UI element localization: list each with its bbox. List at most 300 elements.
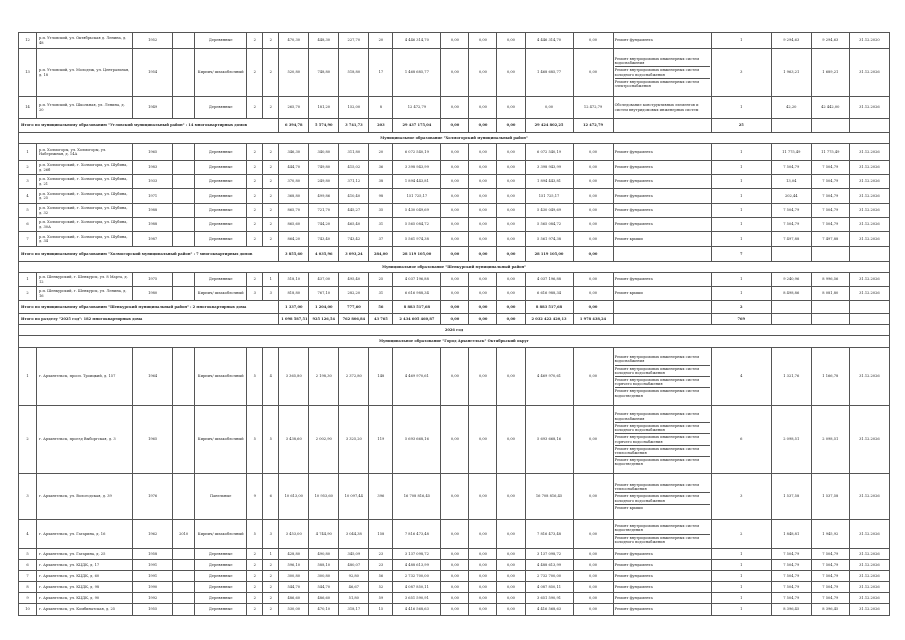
repair-cost: 1 894 443,81 [393, 175, 441, 189]
house-address: г. Архангельск, ул. Комбинатская, д. 25 [37, 604, 133, 616]
table-row [19, 593, 890, 604]
work-type-item: Ремонт фундамента [614, 38, 653, 43]
area-c: 92,80 [339, 571, 369, 582]
area-b: 721,70 [309, 204, 339, 218]
area-c: 345,09 [339, 549, 369, 560]
repair-cost: 4 416 568,63 [393, 604, 441, 616]
wall-material: Деревянные [195, 593, 247, 604]
area-b: 744,20 [309, 218, 339, 232]
wall-material: Деревянные [195, 175, 247, 189]
owner-funds: 3 651 590,91 [525, 593, 573, 604]
work-types [613, 33, 711, 49]
table-row [19, 604, 890, 616]
repair-cost: 7 816 473,48 [393, 520, 441, 549]
floors-count: 2 [247, 549, 263, 560]
entrances-count: 2 [263, 175, 279, 189]
fund-3: 0,00 [497, 161, 525, 175]
fund-1: 0,00 [441, 582, 469, 593]
build-year: 1965 [133, 406, 173, 474]
renovation-year [173, 218, 195, 232]
owner-funds: 7 816 473,48 [525, 520, 573, 549]
work-type-item: Ремонт внутридомовых инженерных систем водоотведения [614, 389, 700, 398]
other-funds: 0,00 [573, 49, 613, 97]
entrances-count: 2 [263, 97, 279, 119]
row-number: 8 [19, 582, 37, 593]
house-address: г. Архангельск, ул. КЦДК, д. 90 [37, 593, 133, 604]
build-year: 1988 [133, 218, 173, 232]
fund-3: 0,00 [497, 49, 525, 97]
wall-material: Деревянные [195, 161, 247, 175]
area-b: 588,10 [309, 560, 339, 571]
other-funds: 0,00 [573, 520, 613, 549]
work-count: 1 [711, 161, 771, 175]
row-number: 5 [19, 204, 37, 218]
row-number: 9 [19, 593, 37, 604]
deadline-date: 31.12.2026 [849, 218, 889, 232]
fund-3: 0,00 [497, 218, 525, 232]
total-people: 43 765 [369, 314, 393, 325]
wall-material: Деревянные [195, 97, 247, 119]
owner-funds: 6 072 540,19 [525, 144, 573, 161]
house-address: г. Архангельск, ул. Гагарина, д. 16 [37, 520, 133, 549]
residents-count: 37 [369, 232, 393, 247]
total-owner-funds: 8 883 517,68 [525, 301, 573, 314]
table-row [19, 144, 890, 161]
unit-cost-2: 8 996,56 [811, 273, 849, 287]
fund-3: 0,00 [497, 474, 525, 520]
fund-2: 0,00 [469, 175, 497, 189]
wall-material: Деревянные [195, 273, 247, 287]
table-row [19, 218, 890, 232]
row-number: 7 [19, 571, 37, 582]
renovation-year [173, 549, 195, 560]
total-works [613, 301, 711, 314]
work-type-item: Ремонт внутридомовых инженерных систем теплоснабжения [615, 446, 710, 457]
total-other: 1 978 438,24 [573, 314, 613, 325]
fund-2: 0,00 [469, 161, 497, 175]
table-row [19, 33, 890, 49]
area-c: 311,80 [339, 144, 369, 161]
total-label: Итого по разделу "2025 год": 182 многоквартирных дома [19, 314, 279, 325]
total-area: 520,80 [279, 49, 309, 97]
unit-cost-1: 1 848,81 [771, 520, 811, 549]
residents-count: 59 [369, 593, 393, 604]
total-row [19, 119, 890, 133]
renovation-year [173, 33, 195, 49]
wall-material: Деревянные [195, 571, 247, 582]
other-funds: 0,00 [573, 218, 613, 232]
fund-2: 0,00 [469, 218, 497, 232]
floors-count: 2 [247, 49, 263, 97]
unit-cost-2: 1 945,92 [811, 520, 849, 549]
other-funds: 0,00 [573, 571, 613, 582]
total-owner-funds: 2 032 422 420,13 [525, 314, 573, 325]
build-year: 1992 [133, 593, 173, 604]
row-number: 6 [19, 218, 37, 232]
owner-funds: 4 488 613,99 [525, 560, 573, 571]
build-year: 1964 [133, 348, 173, 406]
table-row [19, 560, 890, 571]
unit-cost-1: 7 504,79 [771, 549, 811, 560]
other-funds: 0,00 [573, 144, 613, 161]
area-c: 410,40 [339, 189, 369, 204]
wall-material: Кирпич/ шлакоблочный [195, 406, 247, 474]
total-area: 518,10 [279, 273, 309, 287]
build-year: 1955 [133, 604, 173, 616]
renovation-year [173, 232, 195, 247]
deadline-date: 31.12.2026 [849, 287, 889, 301]
build-year: 1988 [133, 204, 173, 218]
total-unit-2 [811, 314, 849, 325]
entrances-count: 2 [263, 49, 279, 97]
other-funds: 0,00 [573, 175, 613, 189]
unit-cost-1: 42,20 [771, 97, 811, 119]
area-b: 743,40 [309, 232, 339, 247]
owner-funds: 4 446 314,70 [525, 33, 573, 49]
fund-3: 0,00 [497, 175, 525, 189]
wall-material: Панельные [195, 474, 247, 520]
fund-3: 0,00 [497, 33, 525, 49]
area-c: 152,00 [339, 97, 369, 119]
floors-count: 2 [247, 189, 263, 204]
work-types [613, 474, 711, 520]
fund-3: 0,00 [497, 560, 525, 571]
entrances-count: 2 [263, 144, 279, 161]
house-address: р.п. Холмогорский, г. Холмогоры, ул. Шубина, д. 34 [37, 232, 133, 247]
floors-count: 2 [247, 175, 263, 189]
fund-2: 0,00 [469, 232, 497, 247]
fund-2: 0,00 [469, 33, 497, 49]
entrances-count: 2 [263, 218, 279, 232]
owner-funds: 1 894 443,81 [525, 175, 573, 189]
owner-funds: 6 616 988,34 [525, 287, 573, 301]
table-row [19, 204, 890, 218]
residents-count: 396 [369, 474, 393, 520]
other-funds: 0,00 [573, 161, 613, 175]
work-type-item: Ремонт внутридомовых инженерных систем водоснабжения [615, 354, 710, 365]
total-count: 2 [711, 301, 771, 314]
row-number: 1 [19, 273, 37, 287]
fund-3: 0,00 [497, 204, 525, 218]
floors-count: 5 [247, 520, 263, 549]
fund-1: 0,00 [441, 49, 469, 97]
work-type-item: Ремонт внутридомовых инженерных систем горячего водоснабжения [615, 377, 710, 388]
renovation-year [173, 571, 195, 582]
row-number: 3 [19, 175, 37, 189]
total-other: 0,00 [573, 247, 613, 262]
work-count: 1 [711, 189, 771, 204]
area-b: 340,80 [309, 144, 339, 161]
total-area-c: 3 741,73 [339, 119, 369, 133]
area-b: 181,20 [309, 97, 339, 119]
section-title: Муниципальное образование "Холмогорский муниципальный район" [19, 133, 890, 144]
deadline-date: 31.12.2026 [849, 144, 889, 161]
fund-2: 0,00 [469, 204, 497, 218]
deadline-date: 31.12.2026 [849, 582, 889, 593]
work-type-item: Ремонт внутридомовых инженерных систем холодного водоснабжения [615, 366, 710, 377]
unit-cost-1: 9 240,96 [771, 273, 811, 287]
unit-cost-2: 7 504,79 [811, 204, 849, 218]
repair-cost: 3 137 098,72 [393, 549, 441, 560]
unit-cost-2: 11 775,49 [811, 144, 849, 161]
owner-funds: 5 430 049,69 [525, 204, 573, 218]
wall-material: Деревянные [195, 549, 247, 560]
repair-cost: 5 430 049,69 [393, 204, 441, 218]
row-number: 4 [19, 189, 37, 204]
work-count: 1 [711, 560, 771, 571]
unit-cost-1: 7 504,79 [771, 582, 811, 593]
work-type-item: Ремонт внутридомовых инженерных систем теплоснабжения [615, 482, 710, 493]
total-works [613, 314, 711, 325]
unit-cost-2: 7 504,79 [811, 549, 849, 560]
renovation-year [173, 593, 195, 604]
entrances-count: 2 [263, 232, 279, 247]
house-address: р.п. Шенкурский, г. Шенкурск, ул. 8 Марта, д. 12 [37, 273, 133, 287]
unit-cost-1: 7 504,79 [771, 218, 811, 232]
repair-cost: 2 732 700,00 [393, 571, 441, 582]
total-fund-2: 0,00 [469, 119, 497, 133]
house-address: р.п. Холмогоры, ул. Холмогоры, ул. Набережная, д. 14А [37, 144, 133, 161]
total-area: 1 098 587,51 [279, 314, 309, 325]
total-date [849, 301, 889, 314]
area-b: 486,60 [309, 593, 339, 604]
work-count: 3 [711, 474, 771, 520]
area-c: 3 325,20 [339, 406, 369, 474]
other-funds: 0,00 [573, 348, 613, 406]
total-area: 818,80 [279, 287, 309, 301]
row-number: 1 [19, 144, 37, 161]
wall-material: Деревянные [195, 204, 247, 218]
residents-count: 56 [369, 571, 393, 582]
unit-cost-2: 1 689,21 [811, 49, 849, 97]
unit-cost-1: 7 504,79 [771, 204, 811, 218]
deadline-date: 31.12.2026 [849, 232, 889, 247]
total-area: 10 613,00 [279, 474, 309, 520]
owner-funds: 2 732 700,00 [525, 571, 573, 582]
row-number: 2 [19, 406, 37, 474]
residents-count: 8 [369, 97, 393, 119]
build-year: 1954 [133, 49, 173, 97]
repair-cost: 5 693 668,16 [393, 406, 441, 474]
wall-material: Кирпич/ шлакоблочный [195, 49, 247, 97]
area-b: 499,86 [309, 189, 339, 204]
total-label: Итого по муниципальному образованию "Холмогорский муниципальный район" : 7 многоквартирных домов [19, 247, 279, 262]
other-funds: 0,00 [573, 549, 613, 560]
area-c: 371,12 [339, 175, 369, 189]
total-row [19, 314, 890, 325]
table-row [19, 161, 890, 175]
section-header-row [19, 325, 890, 336]
unit-cost-1: 7 504,79 [771, 560, 811, 571]
total-area: 865,60 [279, 218, 309, 232]
work-count: 1 [711, 175, 771, 189]
work-count: 1 [711, 593, 771, 604]
total-area: 444,70 [279, 161, 309, 175]
house-address: г. Архангельск, ул. Гагарина, д. 25 [37, 549, 133, 560]
build-year: 1949 [133, 97, 173, 119]
deadline-date: 31.12.2026 [849, 571, 889, 582]
work-count: 1 [711, 97, 771, 119]
entrances-count: 4 [263, 348, 279, 406]
other-funds: 0,00 [573, 604, 613, 616]
house-address: р.п. Холмогорский, г. Холмогоры, ул. Шубина, д. 32 [37, 204, 133, 218]
work-types [613, 604, 711, 616]
work-count: 1 [711, 218, 771, 232]
repair-cost: 1 468 685,77 [393, 49, 441, 97]
entrances-count: 5 [263, 406, 279, 474]
house-address: г. Архангельск, ул. КЦДК, д. 98 [37, 582, 133, 593]
build-year: 1952 [133, 33, 173, 49]
residents-count: 35 [369, 204, 393, 218]
renovation-year [173, 49, 195, 97]
area-b: 544,70 [309, 582, 339, 593]
total-cost: 29 437 175,04 [393, 119, 441, 133]
row-number: 10 [19, 604, 37, 616]
area-b: 767,10 [309, 287, 339, 301]
owner-funds: 5 693 668,16 [525, 406, 573, 474]
fund-3: 0,00 [497, 604, 525, 616]
floors-count: 2 [247, 232, 263, 247]
area-c: 445,27 [339, 204, 369, 218]
owner-funds: 4 087 850,11 [525, 582, 573, 593]
total-count: 769 [711, 314, 771, 325]
unit-cost-1: 1 963,21 [771, 49, 811, 97]
renovation-year [173, 560, 195, 571]
unit-cost-1: 202,44 [771, 189, 811, 204]
table-row [19, 232, 890, 247]
table-body [19, 33, 890, 616]
work-type-item: Ремонт внутридомовых инженерных систем водоснабжения [615, 56, 710, 67]
document-page [18, 32, 890, 616]
section-title: Муниципальное образование "Город Архангельск" Октябрьский округ [19, 336, 890, 348]
wall-material: Деревянные [195, 218, 247, 232]
residents-count: 119 [369, 406, 393, 474]
work-type-item: Ремонт внутридомовых инженерных систем водоотведения [615, 523, 710, 534]
entrances-count: 2 [263, 582, 279, 593]
fund-1: 0,00 [441, 204, 469, 218]
row-number: 1 [19, 348, 37, 406]
work-types [613, 549, 711, 560]
work-type-item: Ремонт внутридомовых инженерных систем холодного водоснабжения [614, 535, 700, 544]
fund-1: 0,00 [441, 161, 469, 175]
work-types [613, 582, 711, 593]
deadline-date: 31.12.2026 [849, 273, 889, 287]
floors-count: 5 [247, 348, 263, 406]
entrances-count: 1 [263, 273, 279, 287]
work-type-item: Ремонт фундамента [614, 584, 653, 589]
total-row [19, 301, 890, 314]
section-header-row [19, 262, 890, 273]
total-area: 3 855,60 [279, 247, 309, 262]
total-area: 6 394,78 [279, 119, 309, 133]
owner-funds: 4 037 196,88 [525, 273, 573, 287]
work-type-item: Ремонт внутридомовых инженерных систем холодного водоснабжения [615, 67, 710, 78]
renovation-year [173, 144, 195, 161]
build-year: 1958 [133, 549, 173, 560]
deadline-date: 31.12.2026 [849, 175, 889, 189]
work-count: 4 [711, 348, 771, 406]
renovation-year: 2010 [173, 520, 195, 549]
total-area: 486,60 [279, 593, 309, 604]
deadline-date: 31.12.2026 [849, 604, 889, 616]
work-type-item: Ремонт фундамента [614, 193, 653, 198]
work-count: 1 [711, 604, 771, 616]
table-row [19, 582, 890, 593]
total-owner-funds: 29 424 802,25 [525, 119, 573, 133]
total-area-b: 1 204,00 [309, 301, 339, 314]
residents-count: 23 [369, 560, 393, 571]
renovation-year [173, 175, 195, 189]
wall-material: Деревянные [195, 144, 247, 161]
residents-count: 158 [369, 520, 393, 549]
table-row [19, 49, 890, 97]
entrances-count: 3 [263, 520, 279, 549]
residents-count: 17 [369, 49, 393, 97]
unit-cost-1: 2 098,51 [771, 406, 811, 474]
total-fund-3: 0,00 [497, 301, 525, 314]
work-type-item: Ремонт внутридомовых инженерных систем водоснабжения [615, 411, 710, 422]
build-year: 1983 [133, 161, 173, 175]
wall-material: Деревянные [195, 560, 247, 571]
unit-cost-1: 7 504,79 [771, 593, 811, 604]
work-type-item: Ремонт внутридомовых инженерных систем холодного водоснабжения [615, 423, 710, 434]
house-address: р.п. Холмогорский, г. Холмогоры, ул. Шубина, д. 26б [37, 161, 133, 175]
area-c: 227,70 [339, 33, 369, 49]
fund-1: 0,00 [441, 144, 469, 161]
repair-cost: 3 651 590,91 [393, 593, 441, 604]
deadline-date: 31.12.2026 [849, 549, 889, 560]
work-types [613, 144, 711, 161]
repair-cost: 4 087 850,11 [393, 582, 441, 593]
unit-cost-2: 1 166,78 [811, 348, 849, 406]
work-count: 2 [711, 520, 771, 549]
fund-3: 0,00 [497, 593, 525, 604]
wall-material: Деревянные [195, 232, 247, 247]
fund-3: 0,00 [497, 189, 525, 204]
total-fund-2: 0,00 [469, 247, 497, 262]
fund-2: 0,00 [469, 593, 497, 604]
total-unit-2 [811, 301, 849, 314]
total-label: Итого по муниципальному образованию "Шенкурский муниципальный район" : 2 многоквартирных дома [19, 301, 279, 314]
total-fund-2: 0,00 [469, 314, 497, 325]
residents-count: 15 [369, 604, 393, 616]
unit-cost-2: 7 504,79 [811, 189, 849, 204]
floors-count: 2 [247, 144, 263, 161]
total-area: 1 337,00 [279, 301, 309, 314]
total-area: 470,30 [279, 33, 309, 49]
unit-cost-1: 1 537,58 [771, 474, 811, 520]
fund-1: 0,00 [441, 520, 469, 549]
owner-funds: 151 725,17 [525, 189, 573, 204]
build-year: 1990 [133, 582, 173, 593]
deadline-date: 31.12.2026 [849, 97, 889, 119]
work-types [613, 560, 711, 571]
work-type-item: Ремонт фундамента [614, 551, 653, 556]
area-b: 437,00 [309, 273, 339, 287]
work-count: 1 [711, 287, 771, 301]
build-year: 1987 [133, 232, 173, 247]
work-types [613, 97, 711, 119]
work-types [613, 520, 711, 549]
fund-2: 0,00 [469, 406, 497, 474]
work-type-item: Ремонт внутридомовых инженерных систем горячего водоснабжения [615, 434, 710, 445]
residents-count: 23 [369, 549, 393, 560]
area-b: 4 744,90 [309, 520, 339, 549]
total-other: 0,00 [573, 301, 613, 314]
fund-3: 0,00 [497, 232, 525, 247]
entrances-count: 2 [263, 189, 279, 204]
entrances-count: 2 [263, 204, 279, 218]
